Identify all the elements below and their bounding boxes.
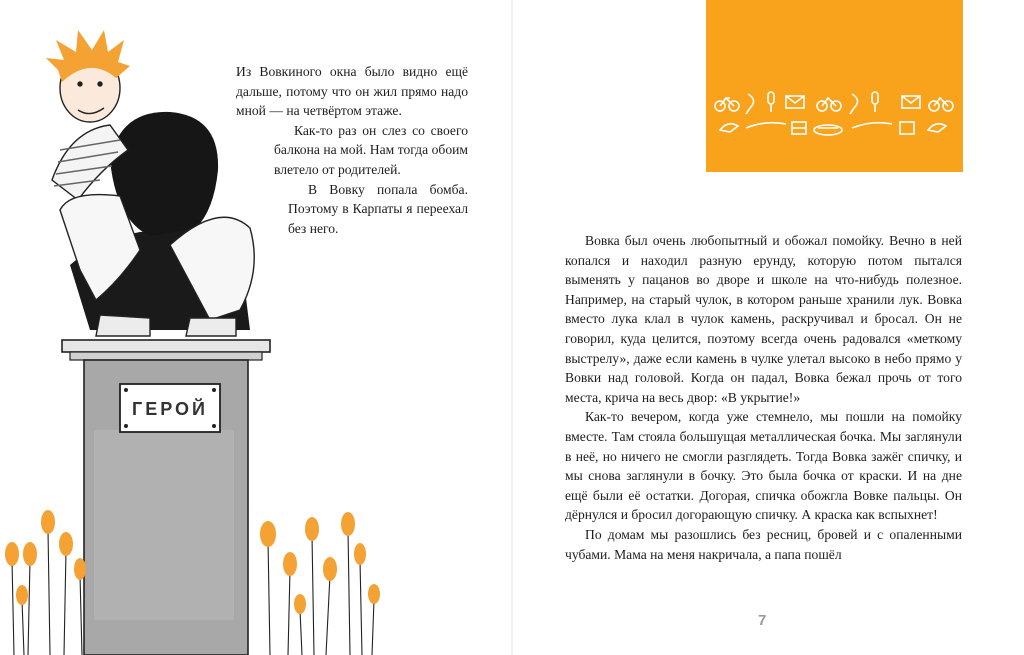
bird-icon: [928, 124, 946, 132]
ice-cream-icon: [768, 92, 774, 112]
chapter-header-block: [706, 0, 963, 172]
sausage-icon: [746, 123, 786, 128]
left-paragraph-3: В Вовку попала бомба. Поэтому в Карпаты я переехал без него.: [288, 181, 468, 236]
right-page-text: [565, 231, 962, 564]
cake-icon: [814, 125, 842, 135]
envelope-icon: [902, 96, 920, 108]
bicycle-icon: [715, 98, 739, 111]
bicycle-icon: [929, 98, 953, 111]
left-paragraph-1: Из Вовкиного окна было видно ещё дальше, потому что он жил прямо надо мной — на четвёртом этаже.: [236, 64, 468, 119]
left-page-text: [236, 62, 468, 238]
icon-row: [706, 84, 963, 144]
sausage-icon: [852, 123, 892, 128]
bird-icon: [720, 124, 738, 132]
gift-box-icon: [900, 122, 914, 134]
bicycle-icon: [817, 98, 841, 111]
page-number: 7: [758, 612, 767, 629]
right-paragraph-3: По домам мы разошлись без ресниц, бровей и с опаленными чубами. Мама на меня накричала, а папа пошёл: [565, 526, 962, 562]
fish-icon: [746, 94, 754, 114]
fish-icon: [850, 94, 858, 114]
right-page: [512, 0, 1024, 655]
right-paragraph-1: Вовка был очень любопытный и обожал помойку. Вечно в ней копался и находил разную ерунду, которую потом пытался выменять у пацанов во дворе и школе на что-нибудь полезное. Например, на старый чулок, в котором раньше хранили лук. Вовка вместо лука клал в чулок камень, раскручивал и бросал. Он не говорил, куда целится, поэтому всегда очень радовался «меткому выстрелу», даже если камень в чулке улетал высоко в небо прямо у Вовки над головой. Когда он падал, Вовка бежал прочь от того места, крича на весь двор: «В укрытие!»: [565, 233, 962, 405]
pedestal: [62, 340, 270, 655]
gift-box-icon: [792, 122, 806, 134]
right-paragraph-2: Как-то вечером, когда уже стемнело, мы пошли на помойку вместе. Там стояла большущая металлическая бочка. Мы заглянули в неё, но ничего не смогли разглядеть. Тогда Вовка зажёг спичку, и мы снова заглянули в бочку. Это была бочка от краски. И на дне ещё были её остатки. Догорая, спичка обожгла Вовке пальцы. Он дёрнулся и бросил догорающую спичку. А краска как вспыхнет!: [565, 409, 962, 523]
ice-cream-icon: [872, 92, 878, 112]
envelope-icon: [786, 96, 804, 108]
plaque-text: ГЕРОЙ: [132, 399, 208, 419]
left-paragraph-2: Как-то раз он слез со своего балкона на мой. Нам тогда обоим влетело от родителей.: [274, 122, 468, 177]
